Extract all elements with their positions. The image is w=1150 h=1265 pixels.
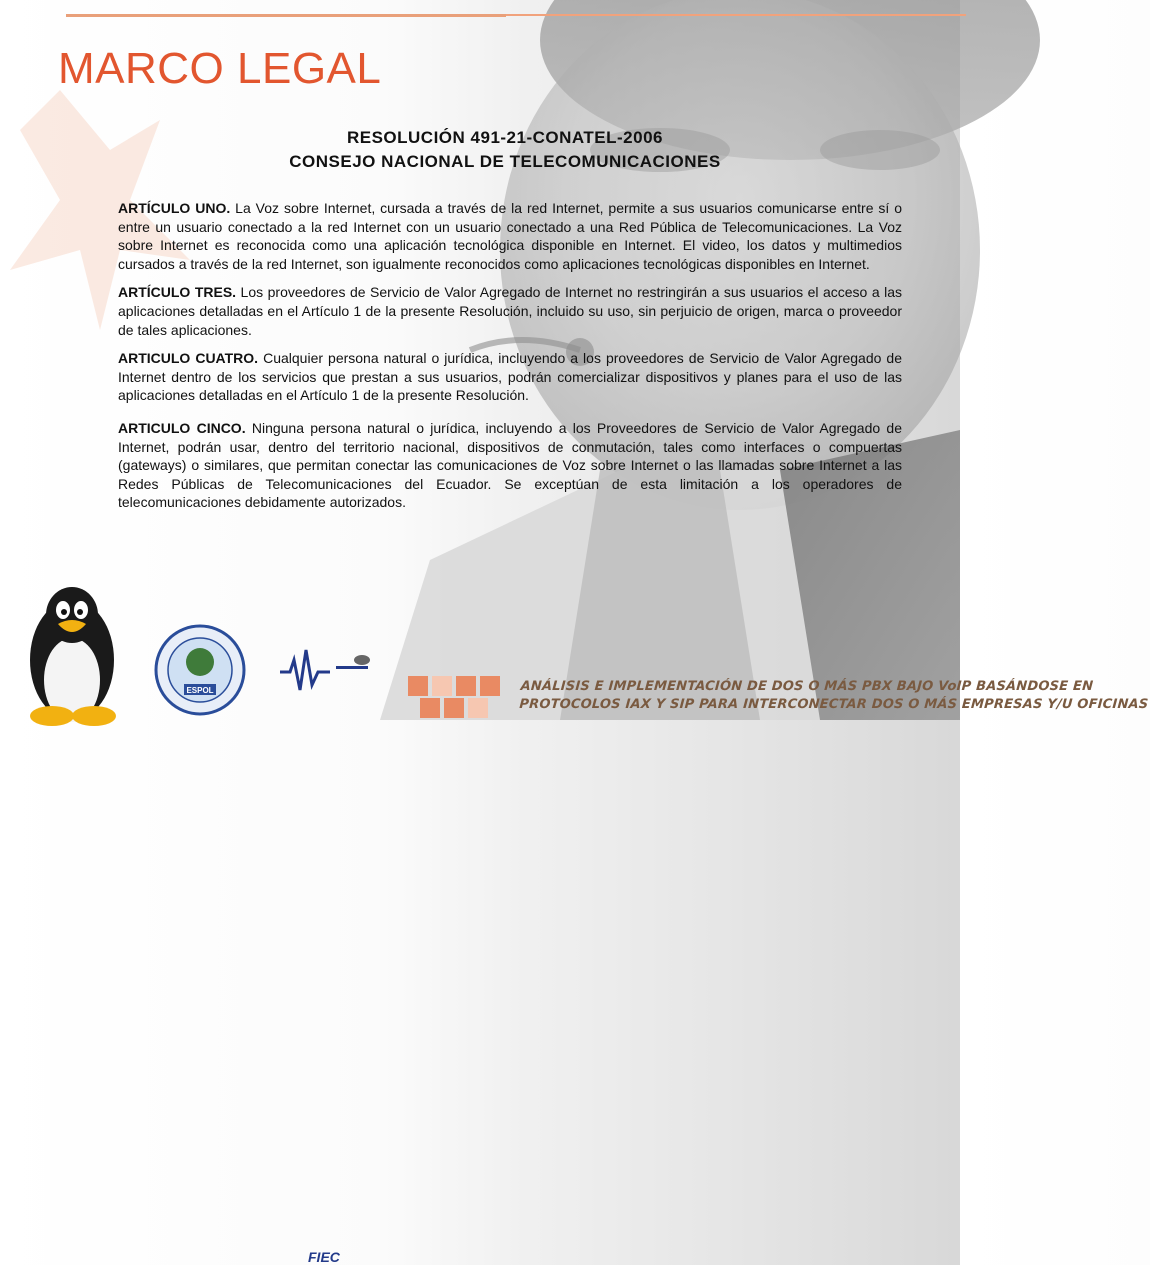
fiec-label: FIEC [308, 1249, 340, 1265]
article-tres [118, 283, 902, 339]
article-text: Ninguna persona natural o jurídica, incluyendo a los Proveedores de Servicio de Valor Agregado de Internet, podrán usar, dentro del territorio nacional, dispositivos de conmutación, tales como interfaces o compuertas (gateways) o similares, que permitan conectar las comunicaciones de Voz sobre Internet o las llamadas sobre Internet a las Redes Públicas de Telecomunicaciones del Ecuador. Se exceptúan de esta limitación a los operadores de telecomunicaciones debidamente autorizados. [118, 419, 902, 511]
article-text: Los proveedores de Servicio de Valor Agregado de Internet no restringirán a sus usuarios el acceso a las aplicaciones detalladas en el Artículo 1 de la presente Resolución, incluido su uso, sin perjuicio de origen, marca o proveedor de tales aplicaciones. [118, 284, 902, 338]
article-label: ARTÍCULO TRES. [118, 284, 237, 301]
resolution-heading [150, 126, 860, 174]
tux-penguin-icon [30, 587, 116, 726]
slide-title: MARCO LEGAL [58, 44, 382, 93]
council-name: CONSEJO NACIONAL DE TELECOMUNICACIONES [289, 152, 721, 171]
resolution-number: RESOLUCIÓN 491-21-CONATEL-2006 [346, 128, 664, 147]
fiec-logo [280, 650, 370, 690]
article-label: ARTÍCULO UNO. [118, 200, 231, 216]
article-cuatro [118, 349, 902, 405]
articles-block [118, 199, 902, 522]
espol-label: ESPOL [186, 686, 214, 695]
top-divider-accent [66, 14, 506, 17]
checker-squares-logo [408, 676, 500, 718]
footer-project-title [518, 678, 1149, 714]
article-cinco [118, 419, 902, 512]
article-uno [118, 199, 902, 273]
article-label: ARTICULO CINCO. [118, 419, 246, 436]
espol-seal-logo [156, 626, 244, 714]
article-text: Cualquier persona natural o jurídica, incluyendo a los proveedores de Servicio de Valor Agregado de Internet dentro de los servicios que prestan a sus usuarios, podrán comercializar dispositivos y planes para el uso de las aplicaciones detalladas en el Artículo 1 de la presente Resolución. [118, 350, 902, 404]
article-label: ARTICULO CUATRO. [118, 350, 259, 367]
footer-line-2: PROTOCOLOS IAX Y SIP PARA INTERCONECTAR DOS O MÁS EMPRESAS Y/U OFICINAS [518, 697, 1149, 712]
article-text: La Voz sobre Internet, cursada a través de la red Internet, permite a sus usuarios comunicarse entre sí o entre un usuario conectado a la red Internet con un usuario conectado a una Red Pública de Telecomunicaciones. La Voz sobre Internet es reconocida como una aplicación tecnológica disponible en Internet. El video, los datos y multimedios cursados a través de la red Internet, son igualmente reconocidos como aplicaciones tecnológicas disponibles en Internet. [118, 200, 902, 272]
footer-line-1: ANÁLISIS E IMPLEMENTACIÓN DE DOS O MÁS PBX BAJO VoIP BASÁNDOSE EN [520, 679, 1094, 694]
